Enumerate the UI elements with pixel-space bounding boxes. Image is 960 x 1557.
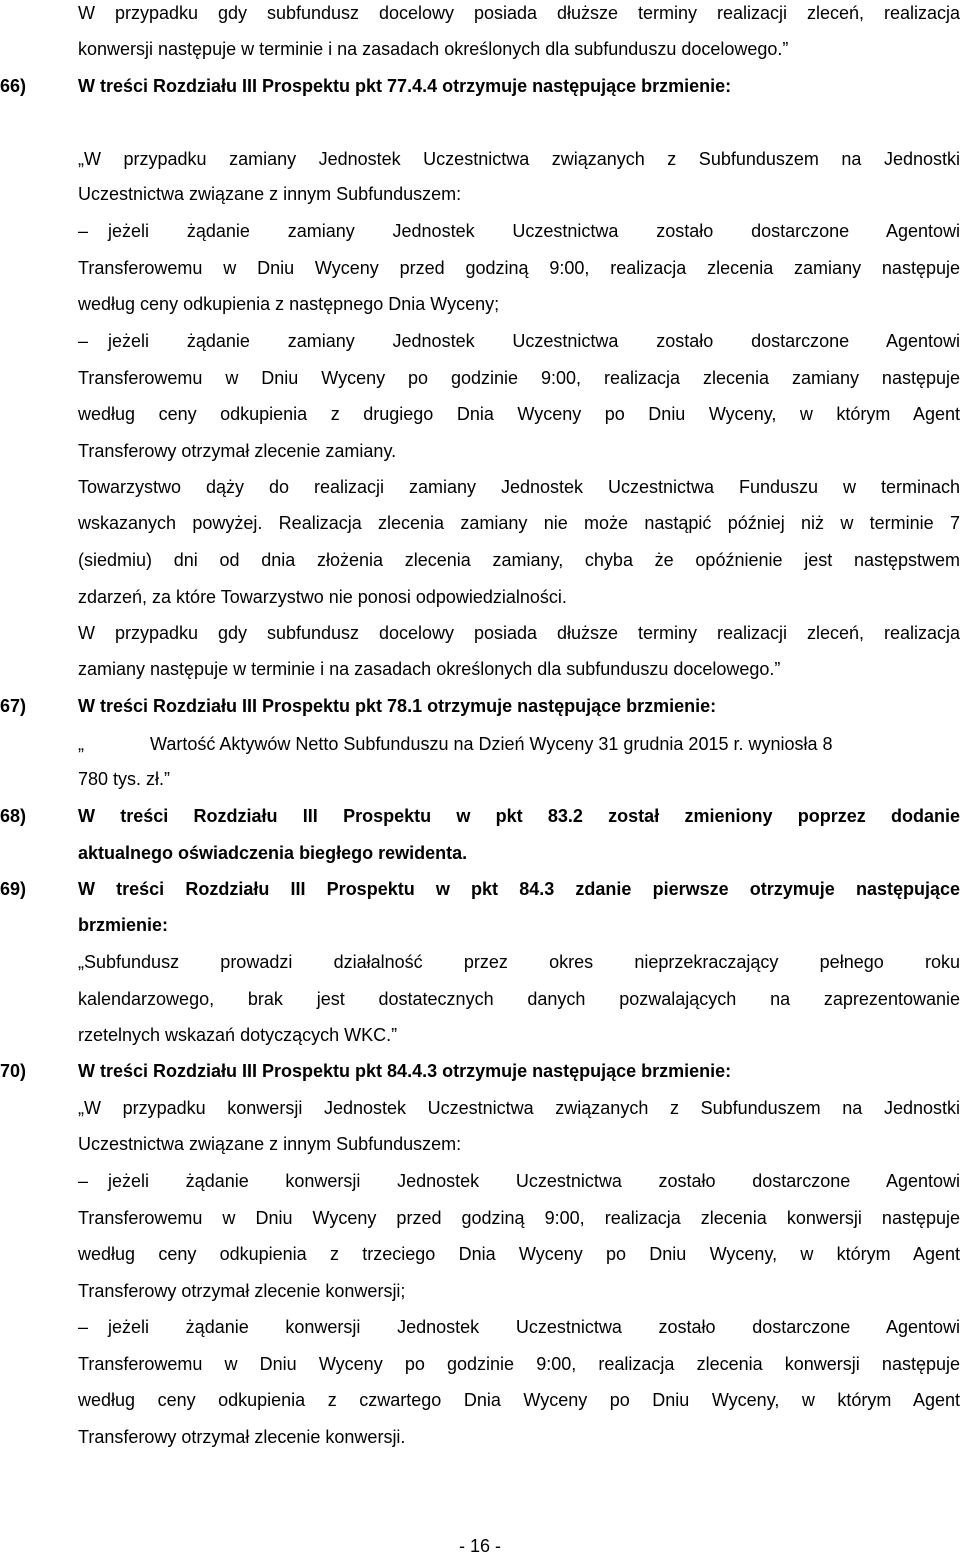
paragraph-line: zdarzeń, za które Towarzystwo nie ponosi odpowiedzialności. — [78, 587, 567, 607]
paragraph-line: wskazanych powyżej. Realizacja zlecenia zamiany nie może nastąpić później niż w terminie 7 — [78, 513, 960, 533]
section-number: 68) — [0, 806, 27, 826]
section-heading-text: W treści Rozdziału III Prospektu w pkt 83.2 został zmieniony poprzez dodanie — [78, 806, 960, 826]
paragraph-line: według ceny odkupienia z następnego Dnia Wyceny; — [78, 294, 500, 314]
paragraph-line: według ceny odkupienia z czwartego Dnia Wyceny po Dniu Wyceny, w którym Agent — [78, 1390, 960, 1410]
section-heading-text: W treści Rozdziału III Prospektu pkt 84.4.3 otrzymuje następujące brzmienie: — [78, 1061, 732, 1081]
quote-mark: „ — [78, 734, 84, 754]
section-heading-text: W treści Rozdziału III Prospektu w pkt 84.3 zdanie pierwsze otrzymuje następujące — [78, 879, 960, 899]
section-number: 70) — [0, 1061, 27, 1081]
bullet-text: jeżeli żądanie konwersji Jednostek Uczestnictwa zostało dostarczone Agentowi — [108, 1317, 960, 1337]
paragraph-line: konwersji następuje w terminie i na zasadach określonych dla subfunduszu docelowego.” — [78, 39, 789, 59]
section-heading-continuation: aktualnego oświadczenia biegłego rewidenta. — [78, 843, 468, 863]
section-heading-text: W treści Rozdziału III Prospektu pkt 78.1 otrzymuje następujące brzmienie: — [78, 696, 717, 716]
section-number: 67) — [0, 696, 27, 716]
paragraph-line: Uczestnictwa związane z innym Subfunduszem: — [78, 184, 462, 204]
section-number: 66) — [0, 76, 27, 96]
bullet-dash: – — [78, 221, 89, 241]
bullet-dash: – — [78, 1317, 89, 1337]
bullet-text: jeżeli żądanie konwersji Jednostek Uczestnictwa zostało dostarczone Agentowi — [108, 1171, 960, 1191]
paragraph-line: Transferowy otrzymał zlecenie zamiany. — [78, 441, 397, 461]
page-number: - 16 - — [458, 1536, 501, 1556]
paragraph-line: Transferowemu w Dniu Wyceny przed godziną 9:00, realizacja zlecenia zamiany następuje — [78, 258, 960, 278]
paragraph-line: Transferowemu w Dniu Wyceny przed godziną 9:00, realizacja zlecenia konwersji następuje — [78, 1208, 960, 1228]
paragraph-line: Transferowemu w Dniu Wyceny po godzinie 9:00, realizacja zlecenia zamiany następuje — [78, 368, 960, 388]
paragraph-line: „Subfundusz prowadzi działalność przez okres nieprzekraczający pełnego roku — [78, 952, 960, 972]
paragraph-line: W przypadku gdy subfundusz docelowy posiada dłuższe terminy realizacji zleceń, realizacja — [78, 3, 960, 23]
quote-text: Wartość Aktywów Netto Subfunduszu na Dzień Wyceny 31 grudnia 2015 r. wyniosła 8 — [150, 734, 833, 754]
paragraph-line: Towarzystwo dąży do realizacji zamiany Jednostek Uczestnictwa Funduszu w terminach — [78, 477, 960, 497]
paragraph-line: rzetelnych wskazań dotyczących WKC.” — [78, 1025, 398, 1045]
paragraph-line: (siedmiu) dni od dnia złożenia zlecenia zamiany, chyba że opóźnienie jest następstwem — [78, 550, 960, 570]
section-heading-text: W treści Rozdziału III Prospektu pkt 77.4.4 otrzymuje następujące brzmienie: — [78, 76, 732, 96]
paragraph-line: kalendarzowego, brak jest dostatecznych danych pozwalających na zaprezentowanie — [78, 989, 960, 1009]
paragraph-line: „W przypadku zamiany Jednostek Uczestnictwa związanych z Subfunduszem na Jednostki — [78, 149, 960, 169]
paragraph-line: według ceny odkupienia z drugiego Dnia Wyceny po Dniu Wyceny, w którym Agent — [78, 404, 960, 424]
paragraph-line: Transferowy otrzymał zlecenie konwersji. — [78, 1427, 406, 1447]
paragraph-line: „W przypadku konwersji Jednostek Uczestnictwa związanych z Subfunduszem na Jednostki — [78, 1098, 960, 1118]
paragraph-line: Transferowemu w Dniu Wyceny po godzinie 9:00, realizacja zlecenia konwersji następuje — [78, 1354, 960, 1374]
paragraph-line: 780 tys. zł.” — [78, 769, 171, 789]
bullet-text: jeżeli żądanie zamiany Jednostek Uczestnictwa zostało dostarczone Agentowi — [108, 221, 960, 241]
paragraph-line: według ceny odkupienia z trzeciego Dnia Wyceny po Dniu Wyceny, w którym Agent — [78, 1244, 960, 1264]
paragraph-line: zamiany następuje w terminie i na zasadach określonych dla subfunduszu docelowego.” — [78, 659, 781, 679]
section-number: 69) — [0, 879, 27, 899]
paragraph-line: Transferowy otrzymał zlecenie konwersji; — [78, 1281, 406, 1301]
bullet-dash: – — [78, 1171, 89, 1191]
section-heading-continuation: brzmienie: — [78, 915, 169, 935]
bullet-text: jeżeli żądanie zamiany Jednostek Uczestnictwa zostało dostarczone Agentowi — [108, 331, 960, 351]
paragraph-line: Uczestnictwa związane z innym Subfunduszem: — [78, 1134, 462, 1154]
paragraph-line: W przypadku gdy subfundusz docelowy posiada dłuższe terminy realizacji zleceń, realizacja — [78, 623, 960, 643]
bullet-dash: – — [78, 331, 89, 351]
